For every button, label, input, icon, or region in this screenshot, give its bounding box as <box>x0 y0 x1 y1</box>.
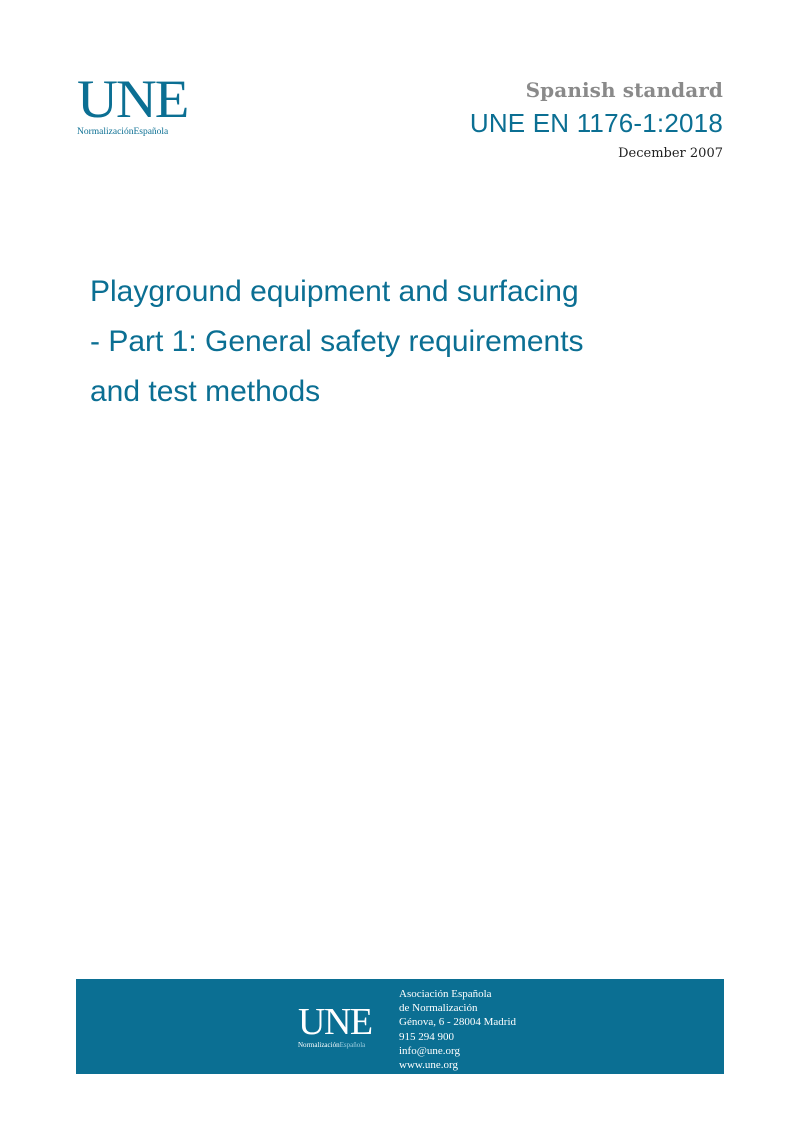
footer-band <box>76 979 724 1074</box>
title-line: Playground equipment and surfacing <box>90 275 579 308</box>
footer-logo-mark: UNE <box>298 1001 372 1043</box>
title-line: and test methods <box>90 375 321 408</box>
standard-code: UNE EN 1176-1:2018 <box>469 108 723 138</box>
footer-email-link[interactable]: info@une.org <box>399 1044 460 1057</box>
logo-subtitle-bold: Normalización <box>77 127 134 137</box>
standard-header <box>470 78 723 161</box>
footer-website-link[interactable]: www.une.org <box>399 1059 458 1072</box>
footer-org-name-2: de Normalización <box>399 1002 478 1015</box>
footer-org-name: Asociación Española <box>399 988 492 1000</box>
footer-logo-subtitle-bold: Normalización <box>298 1041 340 1049</box>
footer-address <box>399 987 516 1072</box>
standard-date: December 2007 <box>618 146 723 161</box>
standard-label: Spanish standard <box>525 78 723 102</box>
logo-subtitle-light: Española <box>133 127 169 137</box>
document-title <box>90 267 650 417</box>
footer-phone: 915 294 900 <box>399 1030 454 1043</box>
footer-street: Génova, 6 - 28004 Madrid <box>399 1016 517 1029</box>
logo-mark: UNE <box>77 69 188 129</box>
title-line: - Part 1: General safety requirements <box>90 325 584 358</box>
footer-une-logo <box>298 1001 388 1049</box>
footer-logo-subtitle <box>298 1041 388 1049</box>
footer-logo-subtitle-light: Española <box>339 1041 366 1049</box>
une-logo <box>77 69 193 137</box>
